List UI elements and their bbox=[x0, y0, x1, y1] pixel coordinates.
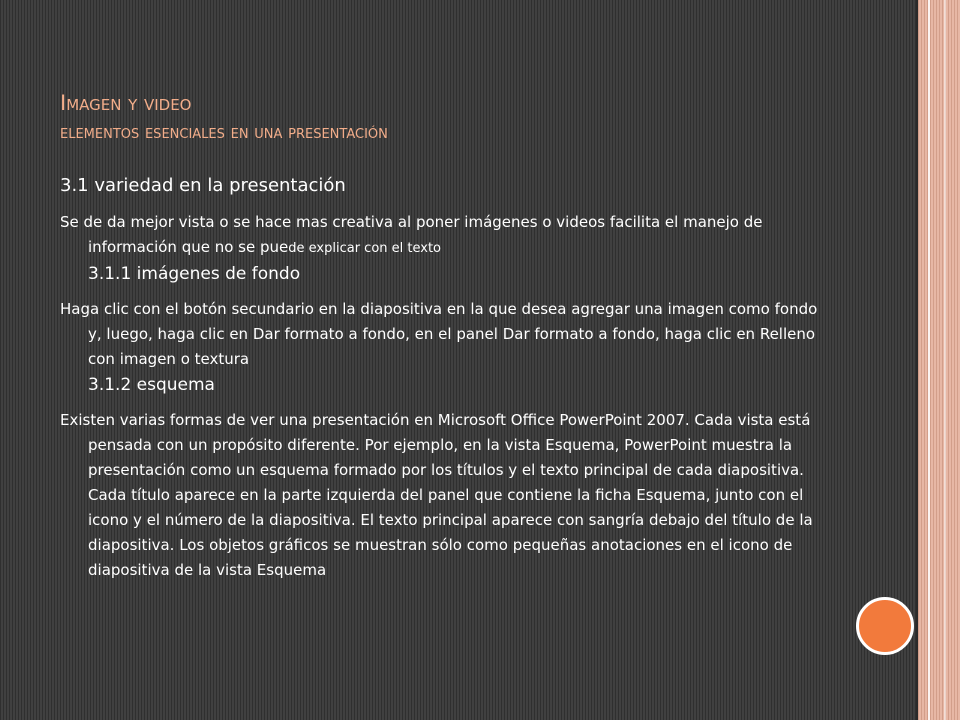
slide-title bbox=[60, 88, 880, 148]
subsection-heading-background: 3.1.1 imágenes de fondo bbox=[88, 264, 301, 284]
paragraph-2: Haga clic con el botón secundario en la diapositiva en la que desea agregar una imagen como fondo y, luego, haga clic en Dar formato a fondo, en el panel Dar formato a fondo, haga clic en Relleno con imagen o textura bbox=[60, 300, 818, 368]
section-heading: 3.1 variedad en la presentación bbox=[60, 175, 346, 196]
orange-circle-decoration bbox=[856, 597, 914, 655]
paragraph-1 bbox=[60, 210, 830, 261]
right-decorative-strip bbox=[918, 0, 960, 720]
paragraph-3: Existen varias formas de ver una presentación en Microsoft Office PowerPoint 2007. Cada vista está pensada con un propósito diferente. Por ejemplo, en la vista Esquema, PowerPoint muestra la presentación como un esquema formado por los títulos y el texto principal de cada diapositiva. Cada título aparece en la parte izquierda del panel que contiene la ficha Esquema, junto con el icono y el número de la diapositiva. El texto principal aparece con sangría debajo del título de la diapositiva. Los objetos gráficos se muestran sólo como pequeñas anotaciones en el icono de diapositiva de la vista Esquema bbox=[60, 411, 813, 579]
slide-body bbox=[60, 172, 830, 583]
subsection-heading-outline: 3.1.2 esquema bbox=[88, 375, 215, 395]
title-line-1: Imagen y video bbox=[60, 91, 192, 115]
strip-line bbox=[944, 0, 946, 720]
paragraph-1-main: Se de da mejor vista o se hace mas creativa al poner imágenes o videos facilita el manejo de información que no se pue bbox=[60, 213, 763, 256]
title-line-2: elementos esenciales en una presentación bbox=[60, 122, 388, 143]
paragraph-1-tail: de explicar con el texto bbox=[288, 241, 442, 256]
strip-line bbox=[928, 0, 930, 720]
